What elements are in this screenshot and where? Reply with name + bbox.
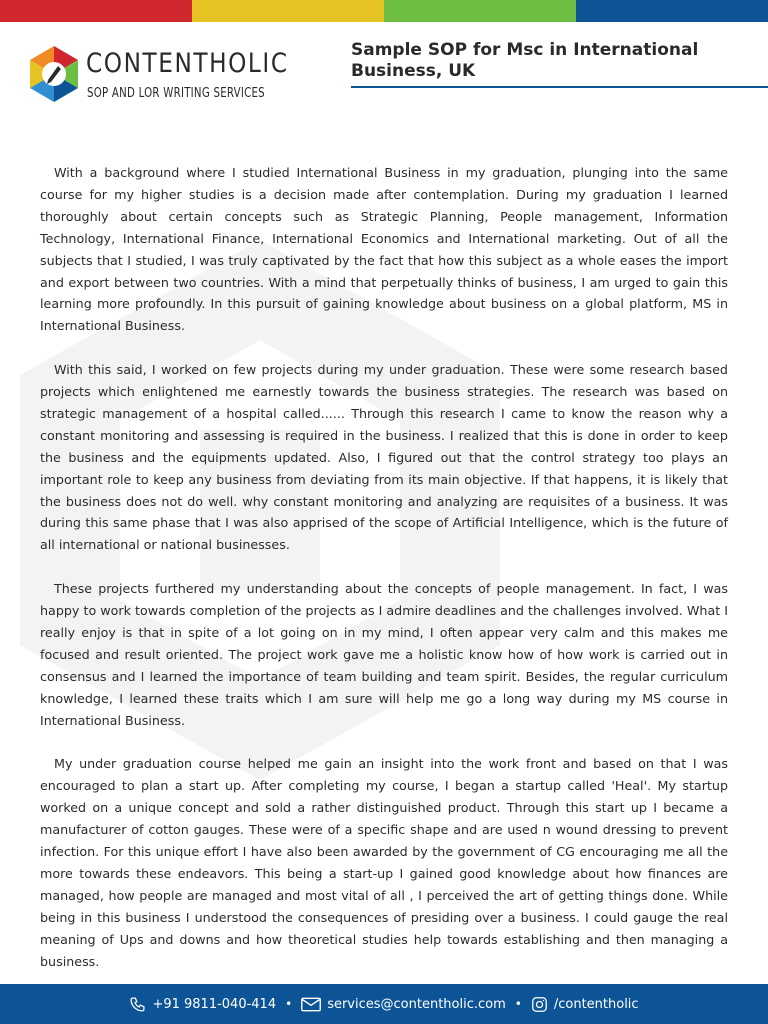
page-title: Sample SOP for Msc in International Business, UK [351, 40, 699, 81]
color-bar-yellow [192, 0, 384, 22]
instagram-icon [531, 996, 548, 1013]
sop-body [40, 162, 728, 994]
footer-separator: • [285, 997, 293, 1011]
contact-footer [0, 984, 768, 1024]
phone-number: +91 9811-040-414 [152, 996, 277, 1012]
color-bar-green [384, 0, 576, 22]
phone-icon [129, 996, 146, 1013]
footer-separator: • [514, 997, 522, 1011]
brand-color-bar [0, 0, 768, 22]
logo-tagline: SOP AND LOR WRITING SERVICES [87, 85, 265, 101]
logo-name: CONTENTHOLIC [86, 48, 289, 79]
color-bar-blue [576, 0, 768, 22]
mail-icon [301, 997, 321, 1012]
instagram-handle: /contentholic [553, 996, 639, 1012]
paragraph-2: With this said, I worked on few projects during my under graduation. These were some research based projects which enlightened me earnestly towards the business strategies. The research was based on strategic management of a hospital called...... Through this research I came to know the reason why a constant monitoring and assessing is required in the business. I realized that this is done in order to keep the business and the equipments updated. Also, I figured out that the control strategy too plays an important role to keep any business from deviating from its main objective. If that happens, it is likely that the business does not do well. why constant monitoring and analyzing are requisites of a business. It was during this same phase that I was also apprised of the scope of Artificial Intelligence, which is the future of all international or national businesses. [40, 362, 728, 553]
paragraph-1: With a background where I studied International Business in my graduation, plunging into the same course for my higher studies is a decision made after contemplation. During my graduation I learned thoroughly about certain concepts such as Strategic Planning, People management, Information Technology, International Finance, International Economics and International marketing. Out of all the subjects that I studied, I was truly captivated by the fact that how this subject as a whole eases the import and export between two countries. With a mind that perpetually thinks of business, I am urged to gain this learning more profoundly. In this pursuit of gaining knowledge about business on a global platform, MS in International Business. [40, 165, 728, 334]
logo[interactable] [26, 44, 289, 108]
email-address: services@contentholic.com [327, 996, 506, 1012]
paragraph-4: My under graduation course helped me gain an insight into the work front and based on that I was encouraged to plan a start up. After completing my course, I began a startup called 'Heal'. My startup worked on a unique concept and sold a rather distinguished product. Through this start up I became a manufacturer of cotton gauges. These were of a specific shape and are used n wound dressing to prevent infection. For this unique effort I have also been awarded by the government of CG encouraging me all the more towards these endeavors. This being a start-up I gained good knowledge about how finances are managed, how people are managed and most vital of all , I perceived the art of getting things done. While being in this business I understood the consequences of presiding over a business. I could gauge the real meaning of Ups and downs and how theoretical studies help towards establishing and then managing a business. [40, 756, 728, 969]
title-underline [351, 86, 768, 88]
color-bar-red [0, 0, 192, 22]
footer-email[interactable] [301, 997, 506, 1012]
footer-phone[interactable] [129, 996, 276, 1013]
logo-hexagon-icon [26, 44, 82, 104]
footer-instagram[interactable] [531, 996, 639, 1013]
paragraph-3: These projects furthered my understanding about the concepts of people management. In fact, I was happy to work towards completion of the projects as I admire deadlines and the challenges involved. What I really enjoy is that in spite of a lot going on in my mind, I often appear very calm and this makes me focused and result oriented. The project work gave me a holistic know how of how work is carried out in consensus and I learned the importance of team building and team spirit. Besides, the regular curriculum knowledge, I learned these traits which I am sure will help me go a long way during my MS course in International Business. [40, 581, 728, 728]
